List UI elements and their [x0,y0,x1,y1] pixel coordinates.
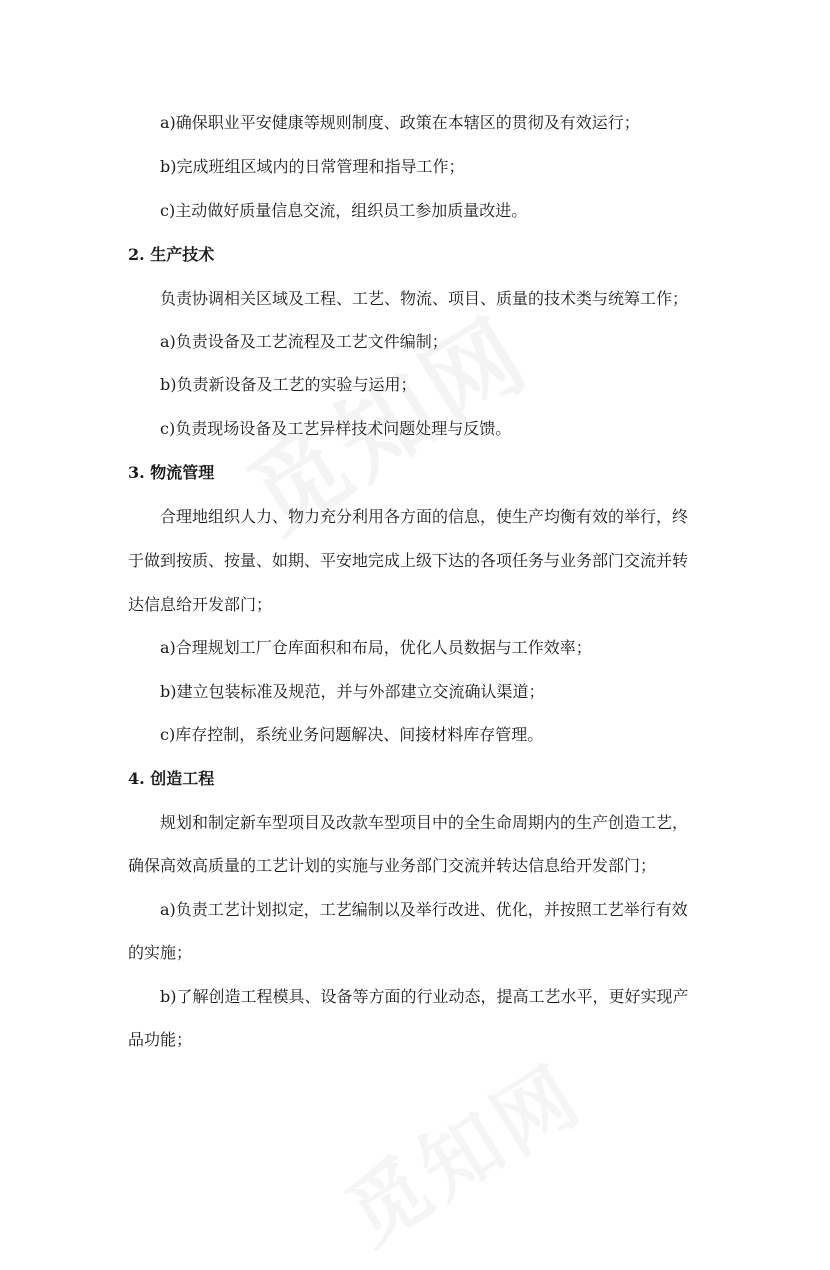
section-heading: 3. 物流管理 [128,463,215,482]
paragraph-line: b)建立包装标准及规范，并与外部建立交流确认渠道； [160,682,545,701]
paragraph-line: 于做到按质、按量、如期、平安地完成上级下达的各项任务与业务部门交流并转 [128,551,689,570]
paragraph-line: b)了解创造工程模具、设备等方面的行业动态，提高工艺水平，更好实现产 [160,987,689,1006]
paragraph-line: 负责协调相关区域及工程、工艺、物流、项目、质量的技术类与统筹工作； [160,289,689,308]
paragraph-line: 确保高效高质量的工艺计划的实施与业务部门交流并转达信息给开发部门； [128,856,657,875]
paragraph-line: a)合理规划工厂仓库面积和布局，优化人员数据与工作效率； [160,638,592,657]
paragraph-line: 规划和制定新车型项目及改款车型项目中的全生命周期内的生产创造工艺， [160,813,689,832]
paragraph-line: 达信息给开发部门； [128,595,273,614]
paragraph-line: a)负责设备及工艺流程及工艺文件编制； [160,332,448,351]
paragraph-line: b)负责新设备及工艺的实验与运用； [160,375,417,394]
section-heading: 2. 生产技术 [128,245,215,264]
paragraph-line: c)库存控制，系统业务问题解决、间接材料库存管理。 [160,725,544,744]
paragraph-line: 合理地组织人力、物力充分利用各方面的信息，使生产均衡有效的举行，终 [160,507,689,526]
paragraph-line: c)负责现场设备及工艺异样技术问题处理与反馈。 [160,419,512,438]
paragraph-line: a)负责工艺计划拟定，工艺编制以及举行改进、优化，并按照工艺举行有效 [160,900,688,919]
paragraph-line: b)完成班组区域内的日常管理和指导工作； [160,157,465,176]
section-heading: 4. 创造工程 [128,769,215,788]
paragraph-line: a)确保职业平安健康等规则制度、政策在本辖区的贯彻及有效运行； [160,113,640,132]
paragraph-line: 的实施； [128,943,193,962]
paragraph-line: c)主动做好质量信息交流，组织员工参加质量改进。 [160,201,528,220]
paragraph-line: 品功能； [128,1030,193,1049]
